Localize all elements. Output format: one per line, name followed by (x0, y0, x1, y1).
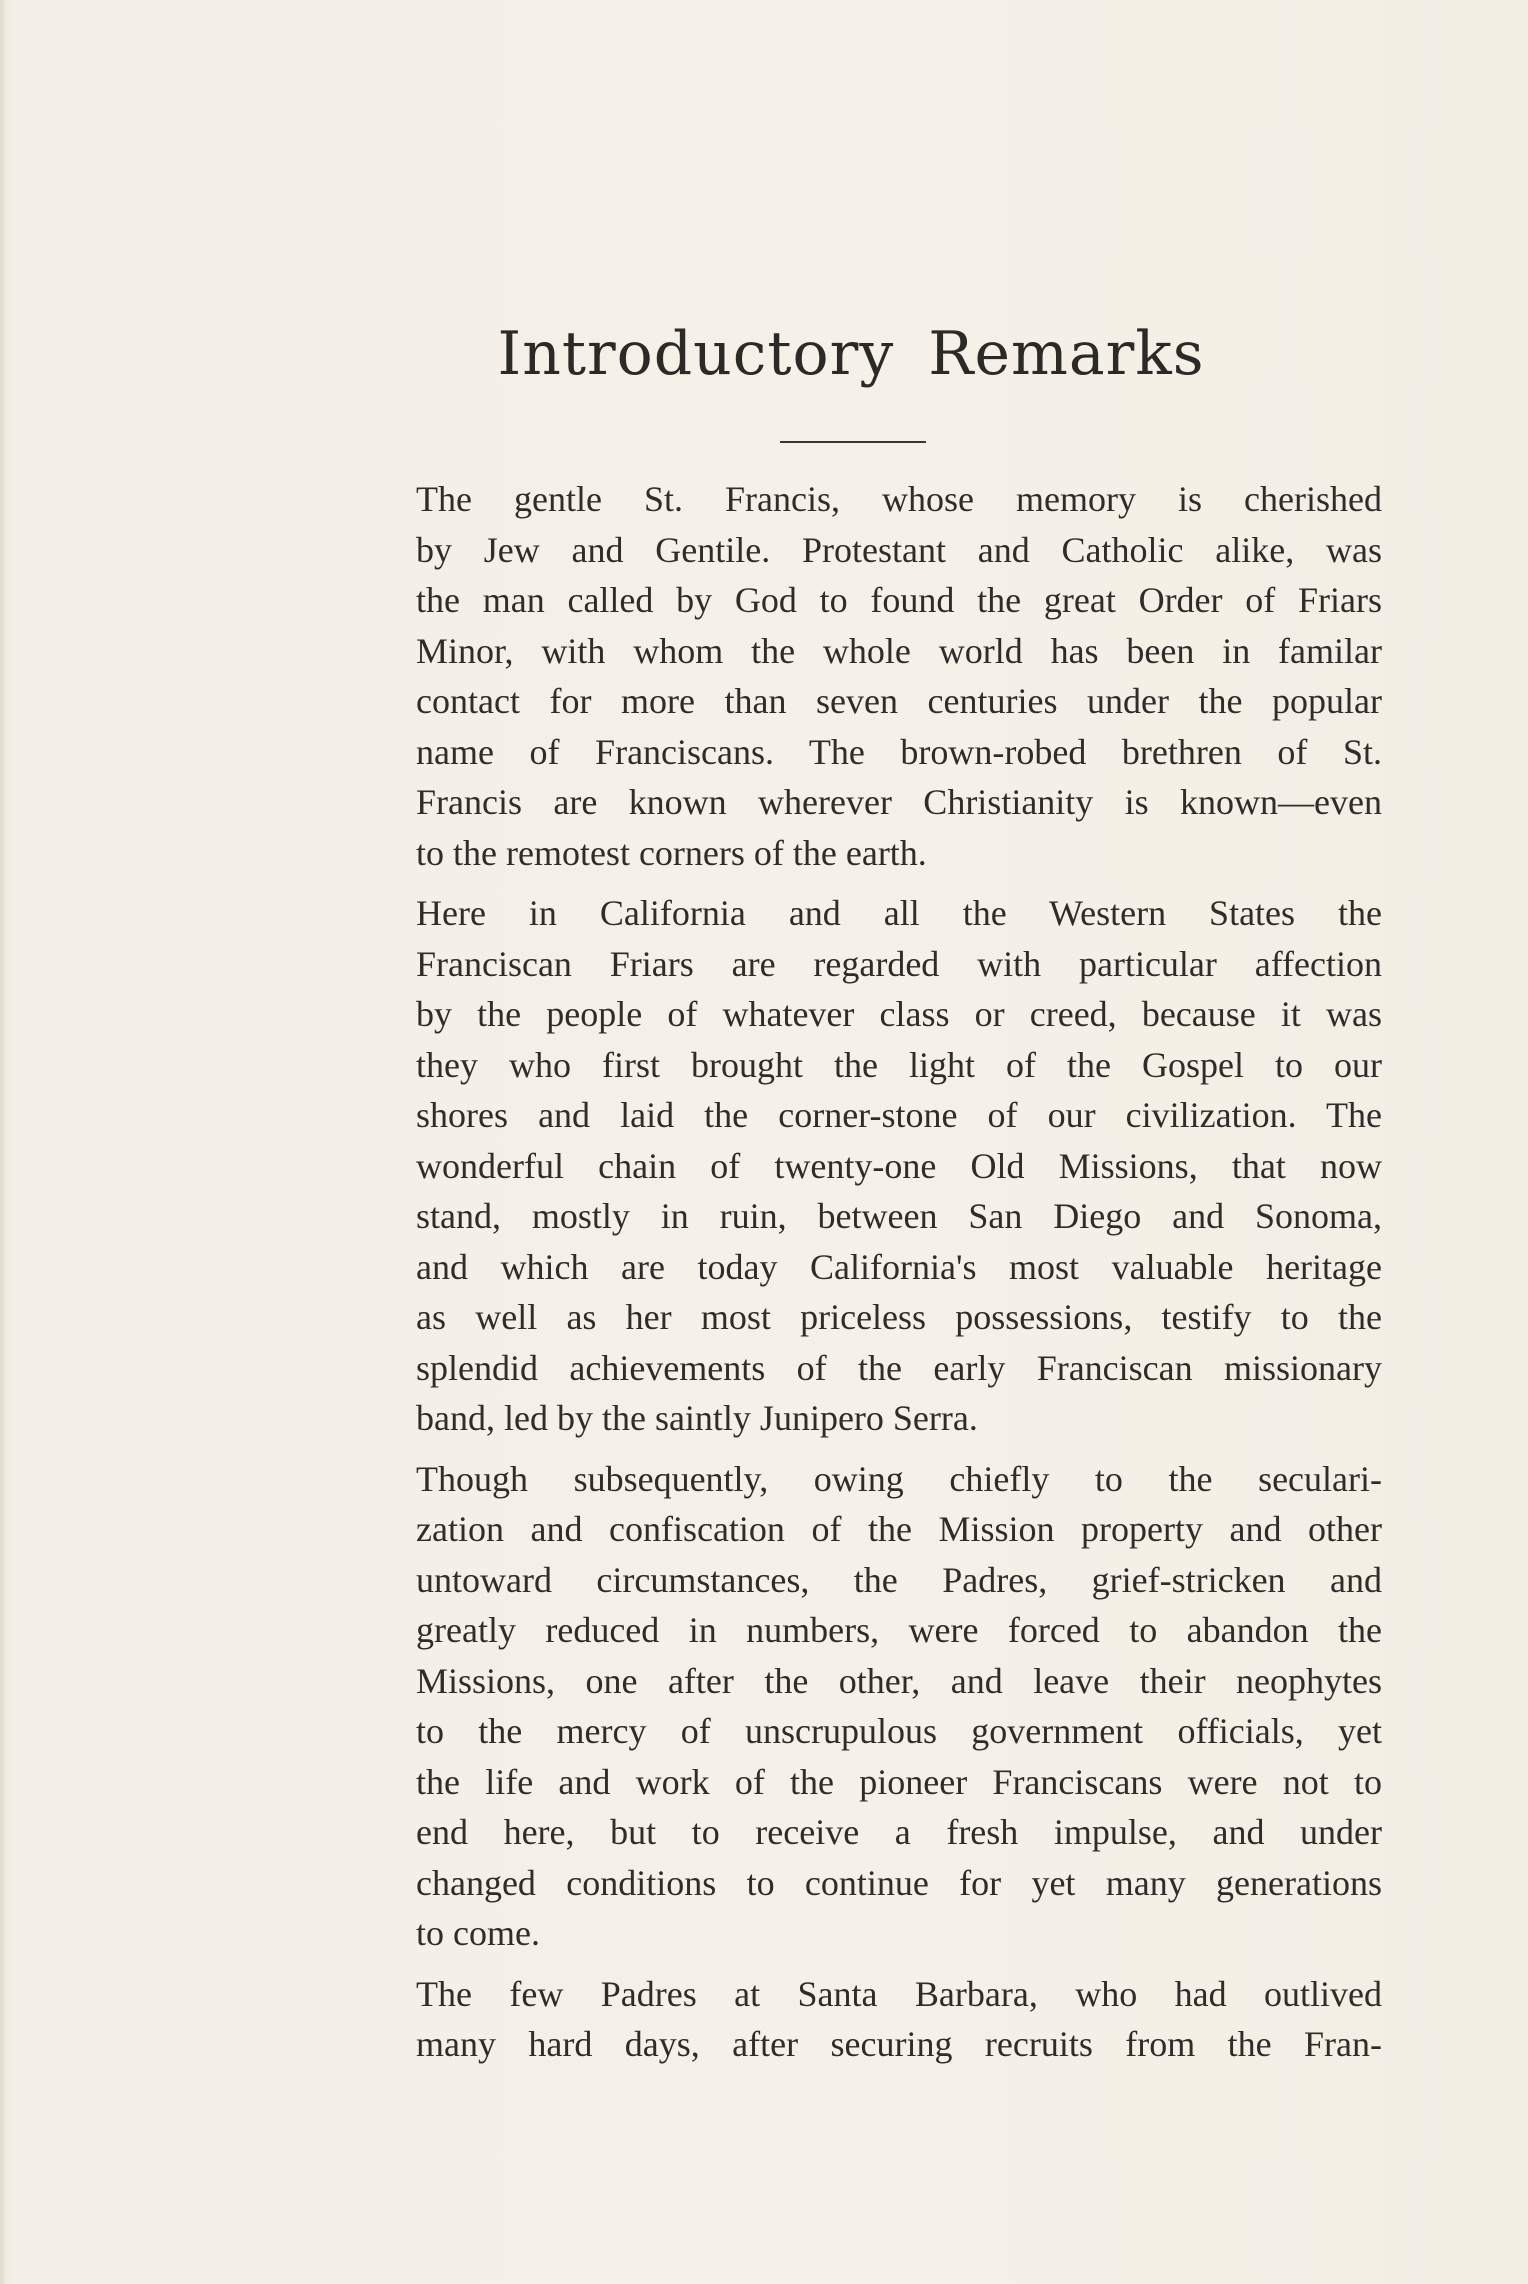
paragraph-2 (332, 888, 1382, 1444)
title-divider (780, 441, 926, 443)
text-line: splendid achievements of the early Franciscan missionary (416, 1347, 1382, 1388)
text-line: The few Padres at Santa Barbara, who had outlived (416, 1973, 1382, 2014)
text-line: end here, but to receive a fresh impulse, and under (416, 1812, 1382, 1852)
text-line: zation and confiscation of the Mission property and other (416, 1509, 1382, 1549)
paragraph-1 (332, 474, 1382, 878)
text-line: Here in California and all the Western States the (416, 893, 1382, 933)
text-line: Franciscan Friars are regarded with particular affection (416, 943, 1382, 984)
text-line: name of Franciscans. The brown-robed brethren of St. (416, 731, 1382, 772)
text-line: greatly reduced in numbers, were forced to abandon the (416, 1610, 1382, 1650)
text-line: to come. (416, 1913, 540, 1953)
paragraph-3 (332, 1454, 1382, 1959)
text-line: wonderful chain of twenty-one Old Missions, that now (416, 1145, 1382, 1186)
page-title: Introductory Remarks (497, 319, 1205, 389)
text-line: band, led by the saintly Junipero Serra. (416, 1398, 978, 1438)
text-line: untoward circumstances, the Padres, grief-stricken and (416, 1559, 1382, 1600)
text-line: they who first brought the light of the Gospel to our (416, 1044, 1382, 1085)
text-line: stand, mostly in ruin, between San Diego and Sonoma, (416, 1196, 1382, 1236)
text-line: the life and work of the pioneer Franciscans were not to (416, 1761, 1382, 1802)
text-line: by Jew and Gentile. Protestant and Catholic alike, was (416, 529, 1382, 570)
text-line: contact for more than seven centuries under the popular (416, 681, 1382, 721)
text-line: Though subsequently, owing chiefly to the seculari- (416, 1458, 1382, 1499)
text-line: as well as her most priceless possessions, testify to the (416, 1297, 1382, 1337)
paragraph-4 (332, 1969, 1382, 2070)
text-line: Francis are known wherever Christianity is known—even (416, 782, 1382, 822)
body-text (332, 474, 1382, 2080)
text-line: the man called by God to found the great Order of Friars (416, 580, 1382, 620)
text-line: by the people of whatever class or creed, because it was (416, 994, 1382, 1034)
text-line: many hard days, after securing recruits from the Fran- (416, 2024, 1382, 2064)
text-line: Minor, with whom the whole world has been in familar (416, 630, 1382, 671)
text-line: and which are today California's most valuable heritage (416, 1246, 1382, 1287)
text-line: shores and laid the corner-stone of our civilization. The (416, 1095, 1382, 1135)
text-line: The gentle St. Francis, whose memory is cherished (416, 479, 1382, 519)
text-line: to the remotest corners of the earth. (416, 832, 927, 873)
text-line: to the mercy of unscrupulous government officials, yet (416, 1711, 1382, 1751)
text-line: changed conditions to continue for yet many generations (416, 1862, 1382, 1903)
text-line: Missions, one after the other, and leave their neophytes (416, 1660, 1382, 1701)
